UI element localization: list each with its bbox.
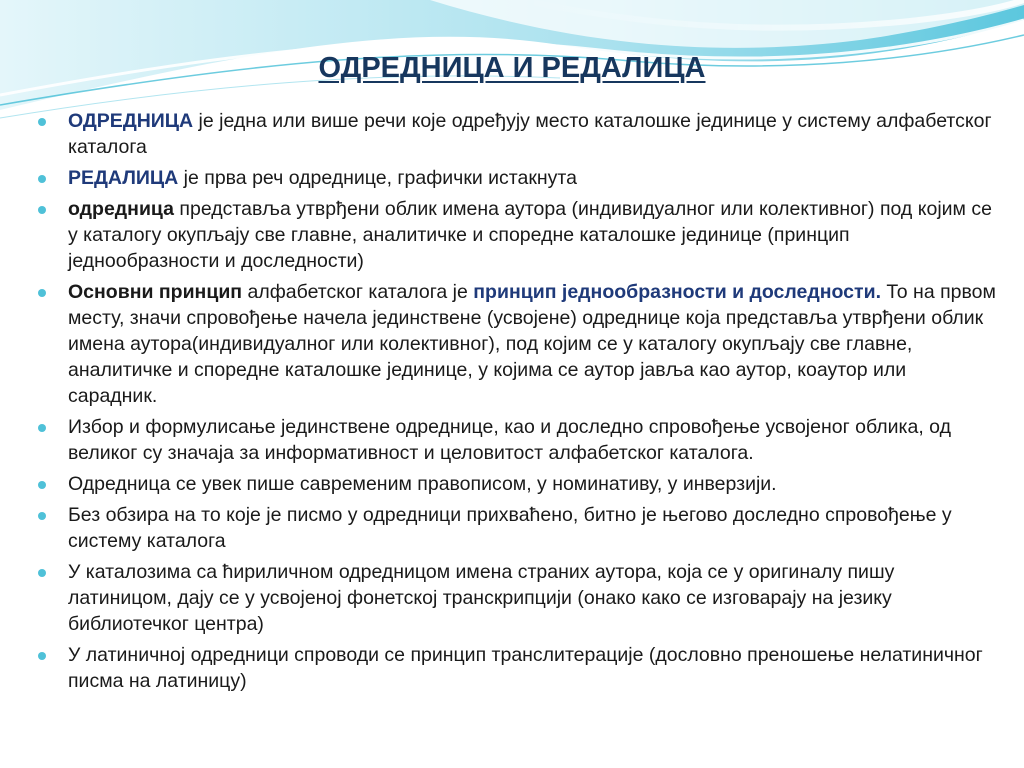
bullet-text-segment: Избор и формулисање јединствене одреднице, као и доследно спровођење усвојеног облика, од великог су значаја за информативност и целовитост алфабетског каталога. — [68, 416, 951, 464]
bullet-item — [36, 642, 996, 694]
bullet-text-segment: је прва реч одреднице, графички истакнута — [178, 167, 577, 189]
bullet-dot-icon — [38, 512, 46, 520]
bullet-dot-icon — [38, 652, 46, 660]
bullet-text-segment: То на првом месту, значи спровођење начела јединствене (усвојене) одреднице која представља утврђени облик имена аутора(индивидуалног или колективног), под којим се у каталогу окупљају све главне, аналитичке и споредне каталошке јединице, у којима се аутор јавља као аутор, коаутор или сарадник. — [68, 281, 996, 407]
bullet-list — [36, 108, 996, 699]
bullet-text-segment: алфабетског каталога је — [242, 281, 474, 303]
bullet-text-segment: Основни принцип — [68, 281, 243, 303]
bullet-text-segment: Без обзира на то које је писмо у одредници прихваћено, битно је његово доследно спровођење у систему каталога — [68, 504, 952, 552]
slide-title: ОДРЕДНИЦА И РЕДАЛИЦА — [318, 52, 706, 84]
bullet-dot-icon — [38, 424, 46, 432]
bullet-text-segment: одредница — [68, 198, 175, 220]
bullet-item — [36, 196, 996, 274]
bullet-text-segment: је једна или више речи које одређују место каталошке јединице у систему алфабетског каталога — [68, 110, 992, 158]
bullet-dot-icon — [38, 481, 46, 489]
bullet-text-segment: У каталозима са ћириличном одредницом имена страних аутора, која се у оригиналу пишу латиницом, дају се у усвојеној фонетској транскрипцији (онако како се изговарају на језику библиотечког центра) — [68, 561, 895, 635]
bullet-text-segment: ОДРЕДНИЦА — [68, 110, 194, 132]
bullet-text-segment: представља утврђени облик имена аутора (индивидуалног или колективног) под којим се у каталогу окупљају све главне, аналитичке и споредне каталошке јединице (принцип једнообразности и доследности) — [68, 198, 992, 272]
bullet-item — [36, 502, 996, 554]
bullet-item — [36, 559, 996, 637]
bullet-item — [36, 279, 996, 409]
bullet-dot-icon — [38, 118, 46, 126]
bullet-item — [36, 108, 996, 160]
bullet-text-segment: Одредница се увек пише савременим правописом, у номинативу, у инверзији. — [68, 473, 777, 495]
bullet-dot-icon — [38, 289, 46, 297]
bullet-dot-icon — [38, 175, 46, 183]
bullet-text-segment: У латиничној одредници спроводи се принцип транслитерације (дословно преношење нелатиничног писма на латиницу) — [68, 644, 983, 692]
bullet-item — [36, 165, 996, 191]
bullet-text-segment: принцип једнообразности и доследности. — [473, 281, 881, 303]
bullet-dot-icon — [38, 206, 46, 214]
bullet-text-segment: РЕДАЛИЦА — [68, 167, 179, 189]
bullet-dot-icon — [38, 569, 46, 577]
bullet-item — [36, 414, 996, 466]
bullet-item — [36, 471, 996, 497]
